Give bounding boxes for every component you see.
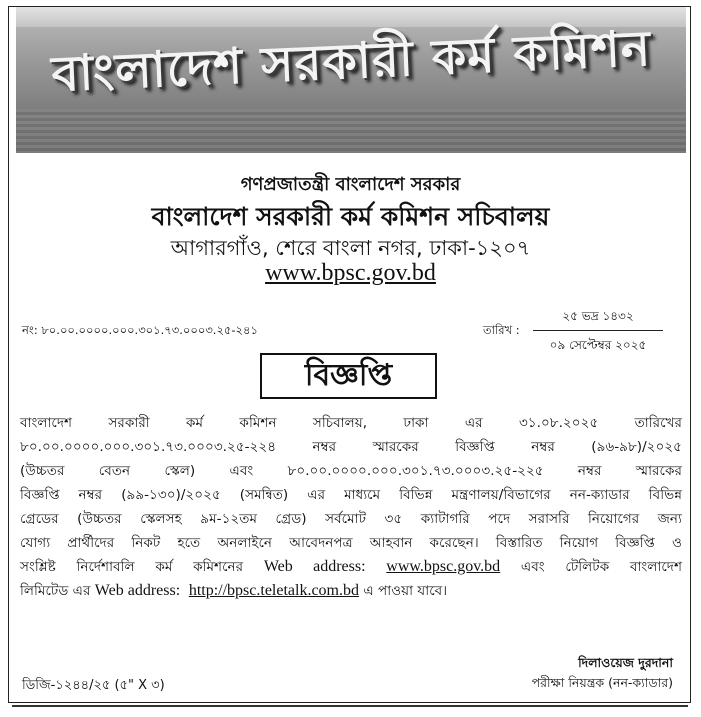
body-line: (উচ্চতর বেতন স্কেল) এবং ৮০.০০.০০০০.০০০.৩০১.৭৩.০০০৩.২৫-২২৫ নম্বর স্মারকের [20,463,682,479]
body-text: এবং টেলিটক বাংলাদেশ [520,559,682,575]
date-block [533,308,663,357]
body-line: ৮০.০০.০০০০.০০০.৩০১.৭৩.০০০৩.২৫-২২৪ নম্বর স্মারকের বিজ্ঞপ্তি নম্বর (৯৬-৯৮)/২০২৫ [20,439,682,455]
office-sign-photo [16,7,686,153]
body-line: গ্রেডের (উচ্চতর স্কেলসহ ৯ম-১২তম গ্রেড) সর্বমোট ৩৫ ক্যাটাগরি পদে সরাসরি নিয়োগের জন্য [20,511,682,527]
government-name: গণপ্রজাতন্ত্রী বাংলাদেশ সরকার [240,174,461,195]
body-line-teletalk [20,579,682,603]
body-line-web [20,555,682,579]
office-name: বাংলাদেশ সরকারী কর্ম কমিশন সচিবালয় [151,202,550,231]
date-bangla: ২৫ ভদ্র ১৪৩২ [533,308,663,331]
date-label: তারিখ : [483,323,520,337]
notice-body [20,411,682,603]
body-line: বিজ্ঞপ্তি নম্বর (৯৯-১৩০)/২০২৫ (সমন্বিত) এর মাধ্যমে বিভিন্ন মন্ত্রণালয়/বিভাগের নন-ক্যাডার বিভিন্ন [20,487,682,503]
web-address-label: Web address: [263,558,366,575]
website-link[interactable]: www.bpsc.gov.bd [265,260,436,286]
office-address: আগারগাঁও, শেরে বাংলা নগর, ঢাকা-১২০৭ [170,236,531,260]
signatory-name: দিলাওয়েজ দুরদানা [578,655,673,670]
memo-number: নং: ৮০.০০.০০০০.০০০.৩০১.৭৩.০০০৩.২৫-২৪১ [22,323,258,337]
body-line: যোগ্য প্রার্থীদের নিকট হতে অনলাইনে আবেদনপত্র আহবান করেছেন। বিস্তারিত নিয়োগ বিজ্ঞপ্তি ও [20,535,682,551]
teletalk-link[interactable]: http://bpsc.teletalk.com.bd [188,582,359,599]
body-line: বাংলাদেশ সরকারী কর্ম কমিশন সচিবালয়, ঢাকা এর ৩১.০৮.২০২৫ তারিখের [20,415,682,431]
sign-lettering: বাংলাদেশ সরকারী কর্ম কমিশন [50,19,653,103]
signatory-title: পরীক্ষা নিয়ন্ত্রক (নন-ক্যাডার) [531,675,673,690]
web-address-label: Web address: [94,582,181,599]
bpsc-link[interactable]: www.bpsc.gov.bd [386,558,501,575]
date-english: ০৯ সেপ্টেম্বর ২০২৫ [549,338,647,352]
body-text: এ পাওয়া যাবে। [363,583,448,599]
body-text: লিমিটেড এর [20,583,91,599]
bottom-rule [12,705,688,707]
body-text: সংশ্লিষ্ট নির্দেশাবলি কর্ম কমিশনের [20,559,244,575]
notice-title: বিজ্ঞপ্তি [260,353,437,399]
ad-reference: ডিজি-১২৪৪/২৫ (৫" X ৩) [22,678,165,693]
